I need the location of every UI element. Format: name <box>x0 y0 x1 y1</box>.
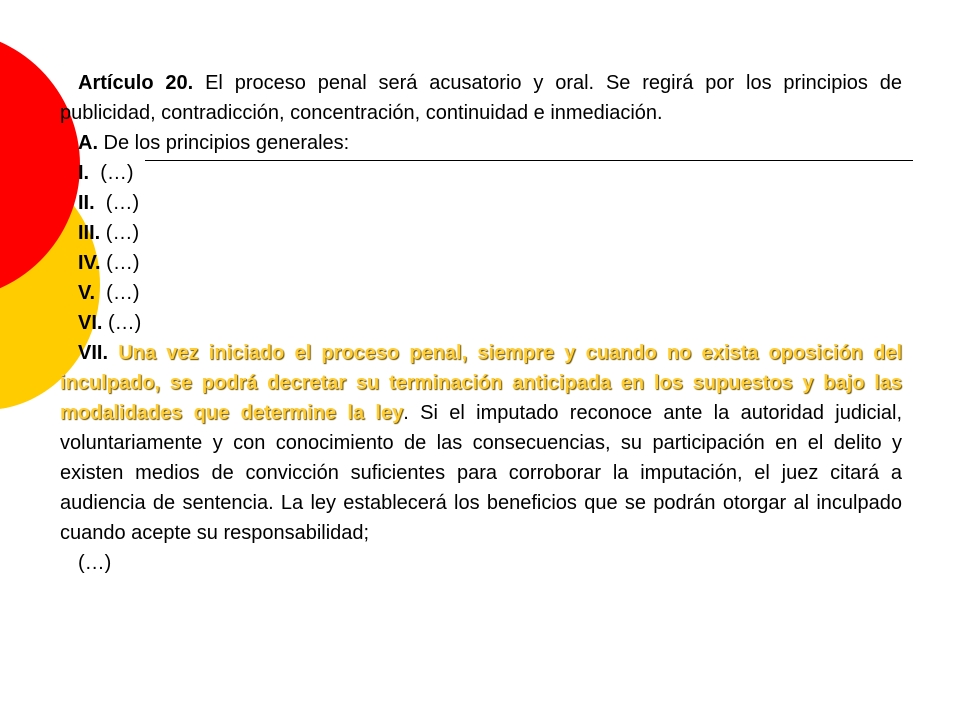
list-item <box>60 188 902 218</box>
item-text: (…) <box>94 192 140 214</box>
list-item <box>60 218 902 248</box>
list-item <box>60 278 902 308</box>
item-text: (…) <box>100 222 140 244</box>
item-vii-number: VII. <box>78 342 109 364</box>
item-vii-text: . Si el imputado reconoce ante la autoridad judicial, voluntariamente y con conocimiento de las consecuencias, su participación en el delito y existen medios de convicción suficientes para corroborar la imputación, el juez citará a audiencia de sentencia. La ley establecerá los beneficios que se podrán otorgar al inculpado cuando acepte su responsabilidad; <box>60 402 903 544</box>
list-item <box>60 248 902 278</box>
item-number: VI. <box>78 312 103 334</box>
item-number: III. <box>78 222 101 244</box>
item-number: II. <box>78 192 95 214</box>
item-text: (…) <box>102 312 142 334</box>
closing-ellipsis: (…) <box>78 552 112 574</box>
section-a-text: De los principios generales: <box>98 132 350 154</box>
article-intro-paragraph <box>60 68 902 128</box>
list-item <box>60 158 902 188</box>
item-number: IV. <box>78 252 101 274</box>
item-vii-paragraph <box>60 338 902 548</box>
item-text: (…) <box>100 252 140 274</box>
list-item <box>60 308 902 338</box>
article-intro: El proceso penal será acusatorio y oral. Se regirá por los principios de publicidad, contradicción, concentración, continuidad e inmediación. <box>60 72 902 124</box>
section-a-label: A. <box>78 132 98 154</box>
item-number: I. <box>78 162 90 184</box>
item-text: (…) <box>89 162 134 184</box>
item-number: V. <box>78 282 96 304</box>
section-a <box>60 128 902 158</box>
article-heading: Artículo 20. <box>78 72 194 94</box>
horizontal-rule <box>145 160 913 161</box>
item-vii-highlighted-text: Una vez iniciado el proceso penal, siempre y cuando no exista oposición del inculpado, se podrá decretar su terminación anticipada en los supuestos y bajo las modalidades que determine la ley <box>60 342 903 424</box>
item-text: (…) <box>95 282 140 304</box>
article-text-block <box>60 68 902 578</box>
